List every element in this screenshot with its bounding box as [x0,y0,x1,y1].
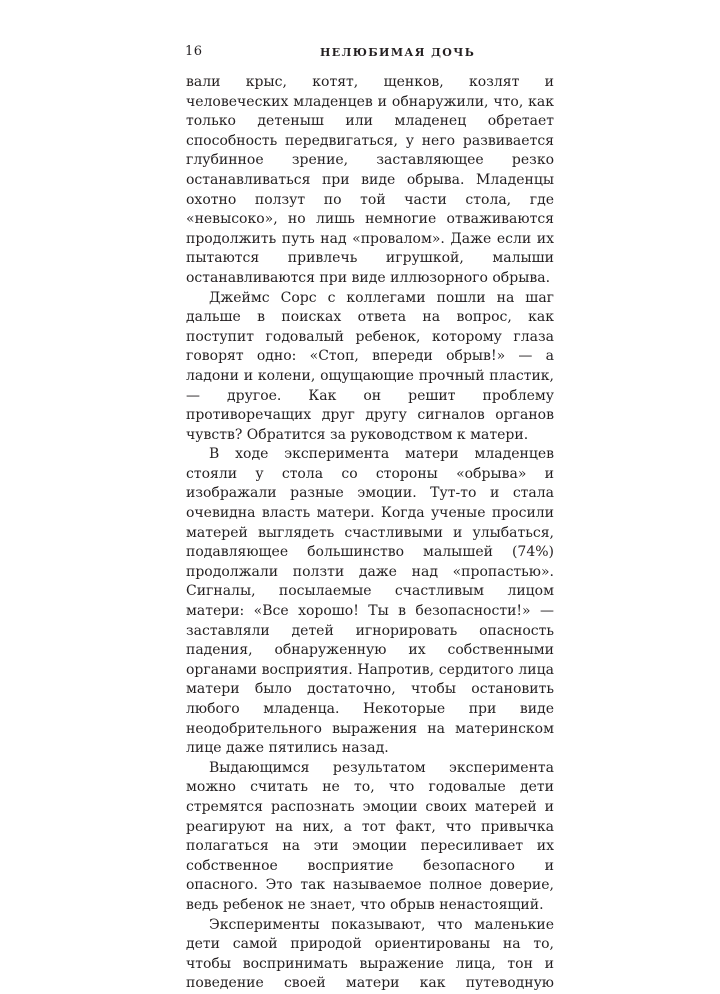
paragraph-5: Эксперименты показывают, что маленькие дети самой природой ориентированы на то, чтобы воспринимать выражение лица, тон и поведение своей матери как путеводную [186,916,554,992]
paragraph-4: Выдающимся результатом эксперимента можно считать не то, что годовалые дети стремятся распознать эмоции своих матерей и реагируют на них, а тот факт, что привычка полагаться на эти эмоции пересиливает их собственное восприятие безопасного и опасного. Это так называемое полное доверие, ведь ребенок не знает, что обрыв ненастоящий. [186,759,554,913]
page-number: 16 [185,44,203,59]
paragraph-3: В ходе эксперимента матери младенцев стояли у стола со стороны «обрыва» и изображали разные эмоции. Тут-то и стала очевидна власть матери. Когда ученые просили матерей выглядеть счастливыми и улыбаться, подавляющее большинство малышей (74%) продолжали ползти даже над «пропастью». Сигналы, посылаемые счастливым лицом матери: «Все хорошо! Ты в безопасности!» — заставляли детей игнорировать опасность падения, обнаруженную их собственными органами восприятия. Напротив, сердитого лица матери было достаточно, чтобы остановить любого младенца. Некоторые при виде неодобрительного выражения на материнском лице даже пятились назад. [186,446,554,757]
paragraph-1: вали крыс, котят, щенков, козлят и человеческих младенцев и обнаружили, что, как только детеныш или младенец обретает способность передвигаться, у него развивается глубинное зрение, заставляющее резко останавливаться при виде обрыва. Младенцы охотно ползут по той части стола, где «невысоко», но лишь немногие отваживаются продолжить путь над «провалом». Даже если их пытаются привлечь игрушкой, малыши останавливаются при виде иллюзорного обрыва. [186,74,554,286]
running-title: НЕЛЮБИМАЯ ДОЧЬ [320,46,476,59]
paragraph-2: Джеймс Сорс с коллегами пошли на шаг дальше в поисках ответа на вопрос, как поступит годовалый ребенок, которому глаза говорят одно: «Стоп, впереди обрыв!» — а ладони и колени, ощущающие прочный пластик, — другое. Как он решит проблему противоречащих друг другу сигналов органов чувств? Обратится за руководством к матери. [186,289,554,443]
body-text [186,73,554,994]
